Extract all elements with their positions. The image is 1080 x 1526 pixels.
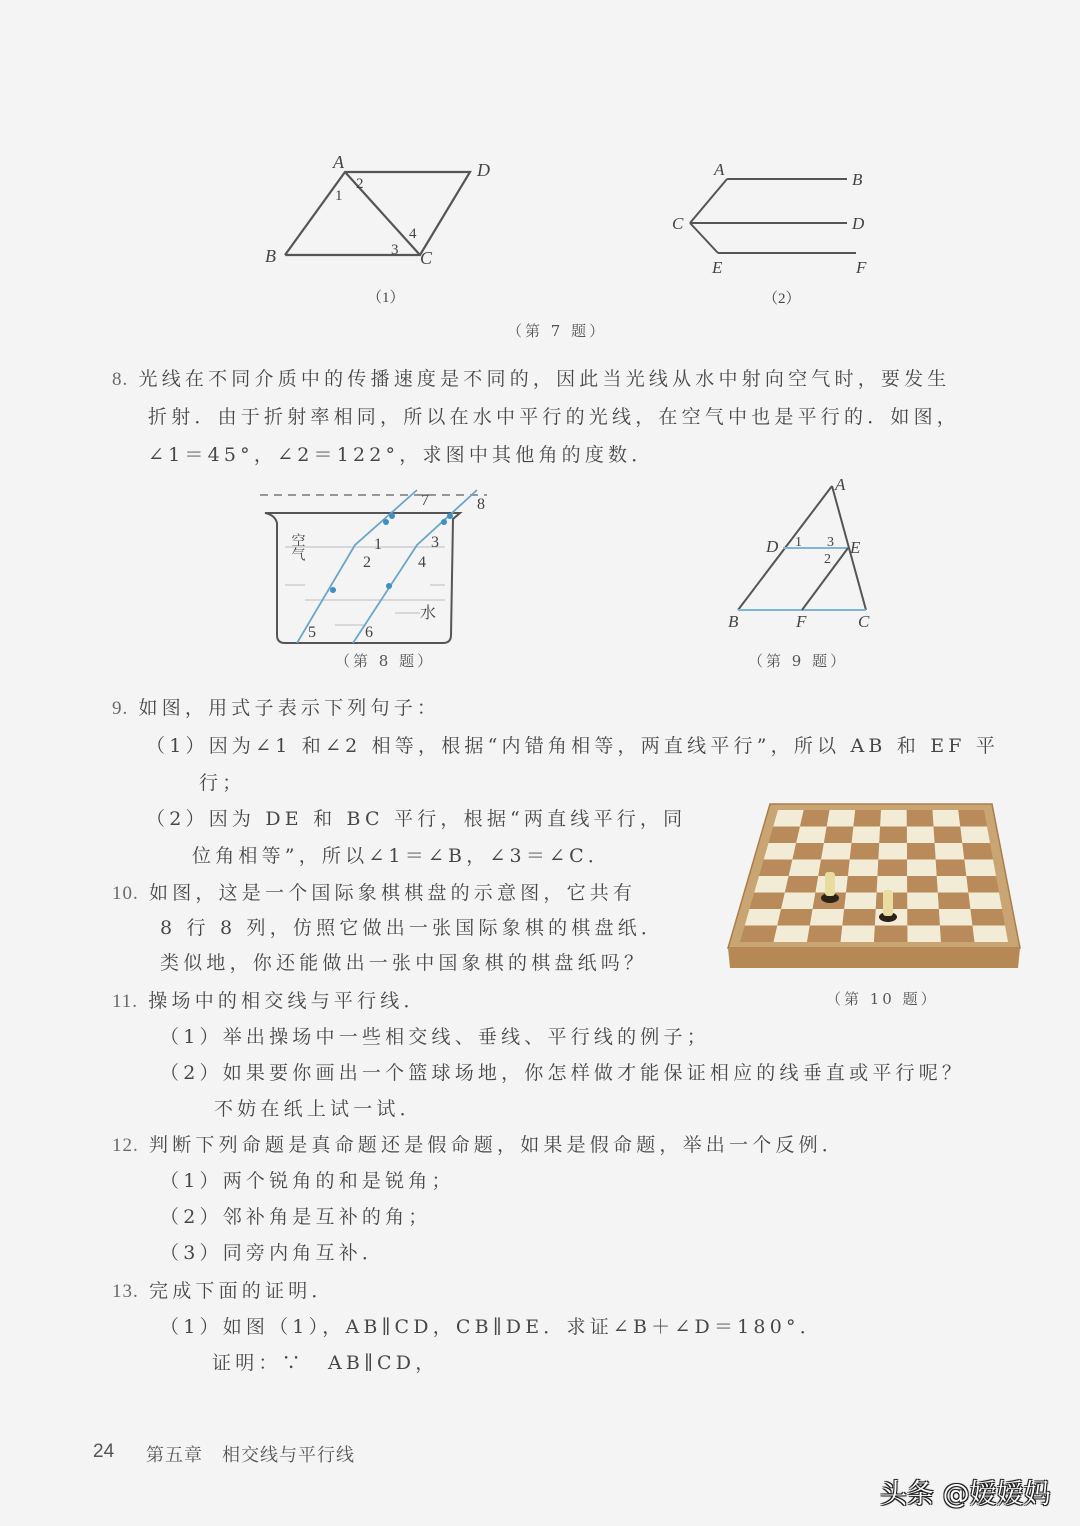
label-C: C bbox=[858, 612, 870, 631]
figure-caption: （1） bbox=[367, 290, 405, 306]
angle-8: 8 bbox=[477, 496, 485, 513]
problem-12-item-3 bbox=[160, 1238, 385, 1265]
angle-1: 1 bbox=[795, 535, 802, 550]
sub-text: 因为 DE 和 BC 平行，根据“两直线平行，同 bbox=[208, 808, 687, 830]
figure-8-caption: （第 8 题） bbox=[335, 652, 436, 670]
problem-11-sub2-line-2: 不妨在纸上试一试． bbox=[214, 1098, 423, 1120]
sub-text: 如果要你画出一个篮球场地，你怎样做才能保证相应的线垂直或平行呢？ bbox=[222, 1062, 966, 1084]
board-squares bbox=[740, 810, 1008, 942]
sub-number: （1） bbox=[146, 735, 209, 757]
angle-3: 3 bbox=[391, 242, 399, 258]
problem-text: 操场中的相交线与平行线． bbox=[148, 990, 427, 1012]
angle-7: 7 bbox=[421, 492, 429, 509]
label-E: E bbox=[850, 538, 861, 557]
problem-13-proof: 证明：∵ AB∥CD， bbox=[212, 1352, 439, 1374]
problem-10-line-2: 8 行 8 列，仿照它做出一张国际象棋的棋盘纸． bbox=[160, 917, 665, 939]
label-B: B bbox=[728, 612, 739, 631]
sub-text: 两个锐角的和是锐角； bbox=[222, 1170, 455, 1192]
figure-9-triangle bbox=[720, 470, 890, 635]
sub-number: （2） bbox=[160, 1062, 223, 1084]
air-label: 空气 bbox=[289, 533, 305, 561]
problem-11-sub1 bbox=[160, 1022, 710, 1049]
angle-1: 1 bbox=[335, 188, 343, 204]
sub-text: 如图（1），AB∥CD，CB∥DE．求证∠B＋∠D＝180°． bbox=[222, 1316, 823, 1338]
problem-number: 10. bbox=[112, 883, 139, 904]
label-F: F bbox=[796, 612, 807, 631]
angle-3: 3 bbox=[827, 535, 834, 550]
problem-number: 11. bbox=[112, 991, 139, 1012]
figure-9-caption: （第 9 题） bbox=[748, 652, 849, 670]
problem-11-stem bbox=[112, 986, 427, 1013]
problem-11-sub2-line-1 bbox=[160, 1058, 965, 1085]
figure-10-caption: （第 10 题） bbox=[826, 990, 939, 1008]
watermark: 头条 @嫒嫒妈 bbox=[880, 1479, 1051, 1510]
problem-text: 如图，这是一个国际象棋棋盘的示意图，它共有 bbox=[149, 882, 637, 904]
problem-number: 13. bbox=[112, 1281, 139, 1302]
sub-text: 举出操场中一些相交线、垂线、平行线的例子； bbox=[222, 1026, 710, 1048]
problem-12-item-2 bbox=[160, 1202, 432, 1229]
problem-number: 12. bbox=[112, 1135, 139, 1156]
sub-text: 邻补角是互补的角； bbox=[222, 1206, 432, 1228]
angle-5: 5 bbox=[308, 624, 316, 641]
sub-text: 同旁内角互补． bbox=[222, 1242, 386, 1264]
problem-text: 判断下列命题是真命题还是假命题，如果是假命题，举出一个反例． bbox=[149, 1134, 846, 1156]
problem-10-line-3: 类似地，你还能做出一张中国象棋的棋盘纸吗？ bbox=[160, 952, 648, 974]
sub-number: （1） bbox=[160, 1316, 223, 1338]
angle-2: 2 bbox=[363, 554, 371, 571]
sub-number: （2） bbox=[146, 808, 209, 830]
problem-9-sub2-line-2: 位角相等”，所以∠1＝∠B，∠3＝∠C． bbox=[192, 845, 612, 867]
label-D: D bbox=[852, 214, 865, 233]
label-C: C bbox=[420, 248, 433, 268]
problem-9-sub2-line-1 bbox=[146, 804, 686, 831]
label-D: D bbox=[766, 537, 779, 556]
problem-number: 8. bbox=[112, 369, 129, 390]
problem-9-stem bbox=[112, 693, 440, 720]
angle-4: 4 bbox=[418, 554, 426, 571]
problem-9-sub1-line-2: 行； bbox=[199, 772, 246, 794]
problem-8-line-2: 折射．由于折射率相同，所以在水中平行的光线，在空气中也是平行的．如图， bbox=[148, 406, 961, 428]
problem-13-stem bbox=[112, 1276, 335, 1303]
figure-7-1-parallelogram bbox=[255, 150, 515, 325]
problem-12-item-1 bbox=[160, 1166, 455, 1193]
label-A: A bbox=[835, 475, 846, 494]
sub-number: （1） bbox=[160, 1170, 223, 1192]
angle-2: 2 bbox=[824, 552, 831, 567]
figure-8-beaker-refraction bbox=[255, 485, 500, 675]
label-B: B bbox=[852, 170, 863, 189]
label-B: B bbox=[265, 246, 276, 266]
label-C: C bbox=[672, 214, 684, 233]
angle-1: 1 bbox=[374, 536, 382, 553]
figure-10-chessboard bbox=[722, 800, 1027, 975]
sub-text: 因为∠1 和∠2 相等，根据“内错角相等，两直线平行”，所以 AB 和 EF 平 bbox=[208, 735, 1000, 757]
page-number: 24 bbox=[93, 1441, 115, 1462]
sub-number: （3） bbox=[160, 1242, 223, 1264]
label-A: A bbox=[333, 152, 344, 172]
problem-10-line-1 bbox=[112, 878, 636, 905]
label-E: E bbox=[712, 258, 723, 277]
label-F: F bbox=[856, 258, 867, 277]
problem-text: 完成下面的证明． bbox=[149, 1280, 335, 1302]
water-label: 水 bbox=[420, 605, 437, 622]
angle-4: 4 bbox=[409, 226, 417, 242]
sub-number: （1） bbox=[160, 1026, 223, 1048]
problem-8-line-3: ∠1＝45°，∠2＝122°，求图中其他角的度数． bbox=[148, 444, 655, 466]
figure-caption: （2） bbox=[763, 291, 801, 307]
problem-number: 9. bbox=[112, 698, 129, 719]
figure-7-caption: （第 7 题） bbox=[507, 322, 608, 340]
figure-7-2-parallel-lines bbox=[660, 155, 890, 320]
problem-13-sub1 bbox=[160, 1312, 823, 1339]
chapter-title: 第五章 相交线与平行线 bbox=[146, 1445, 355, 1466]
angle-6: 6 bbox=[365, 624, 373, 641]
sub-number: （2） bbox=[160, 1206, 223, 1228]
problem-12-stem bbox=[112, 1130, 845, 1157]
problem-text: 光线在不同介质中的传播速度是不同的，因此当光线从水中射向空气时，要发生 bbox=[138, 368, 951, 390]
angle-3: 3 bbox=[431, 534, 439, 551]
angle-2: 2 bbox=[356, 176, 364, 192]
problem-9-sub1-line-1 bbox=[146, 731, 999, 758]
label-D: D bbox=[477, 160, 490, 180]
problem-8-line-1 bbox=[112, 364, 951, 391]
label-A: A bbox=[714, 160, 725, 179]
problem-text: 如图，用式子表示下列句子： bbox=[138, 697, 441, 719]
